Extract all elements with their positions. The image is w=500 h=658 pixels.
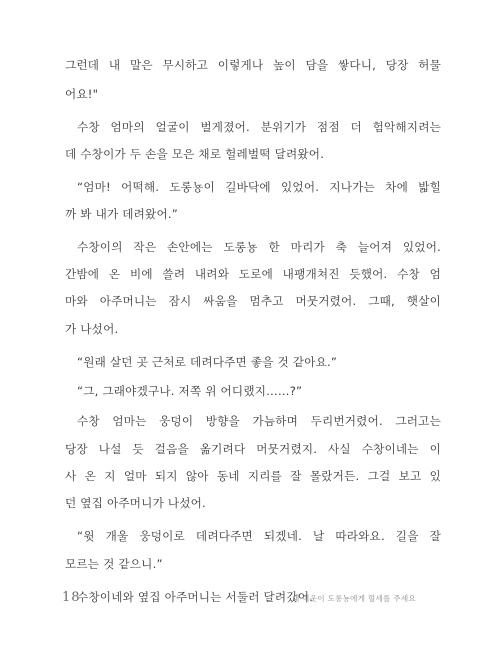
text-line: “윗 개울 웅덩이로 데려다주면 되겠네. 날 따라와요. 길을 잘	[77, 529, 441, 543]
page-number: 18	[62, 590, 81, 605]
text-line: 데 수창이가 두 손을 모은 채로 헐레벌떡 달려왔어.	[65, 147, 325, 161]
text-line: “원래 살던 곳 근처로 데려다주면 좋을 것 같아요.”	[77, 355, 338, 369]
text-line: 수창이의 작은 손안에는 도롱뇽 한 마리가 축 늘어져 있었어.	[77, 240, 441, 254]
text-line: 사 온 지 얼마 되지 않아 동네 지리를 잘 몰랐거든. 그걸 보고 있	[65, 469, 441, 483]
text-line: 그런데 내 말은 무시하고 이렇게나 높이 담을 쌓다니, 당장 허물	[65, 58, 441, 72]
text-line: 당장 나설 듯 걸음을 옮기려다 머뭇거렸지. 사실 수창이네는 이	[65, 442, 441, 456]
text-line: “그, 그래야겠구나. 저쪽 위 어디랬지……?”	[77, 384, 303, 398]
text-line: 수창 엄마는 웅덩이 방향을 가늠하며 두리번거렸어. 그러고는	[77, 414, 441, 428]
text-line: 간밤에 온 비에 쓸려 내려와 도로에 내팽개쳐진 듯했어. 수창 엄	[65, 267, 441, 281]
text-line: “엄마! 어떡해. 도롱뇽이 길바닥에 있었어. 지나가는 차에 밟힐	[77, 180, 441, 194]
text-line: 수창이네와 옆집 아주머니는 서둘러 달려갔어.	[77, 590, 314, 604]
text-line: 수창 엄마의 얼굴이 벌게졌어. 분위기가 점점 더 험악해지려는	[77, 120, 441, 134]
text-line: 까 봐 내가 데려왔어.”	[65, 207, 178, 221]
text-line: 마와 아주머니는 잠시 싸움을 멈추고 머뭇거렸어. 그때, 햇살이	[65, 294, 441, 308]
text-line: 던 옆집 아주머니가 나섰어.	[65, 496, 206, 510]
text-line: 가 나섰어.	[65, 322, 119, 336]
text-line: 어요!"	[65, 87, 99, 101]
running-footer-title: 내 이웃이 도롱뇽에게 혈세를 주세요	[292, 594, 416, 603]
text-line: 모르는 것 같으니.”	[65, 557, 163, 571]
